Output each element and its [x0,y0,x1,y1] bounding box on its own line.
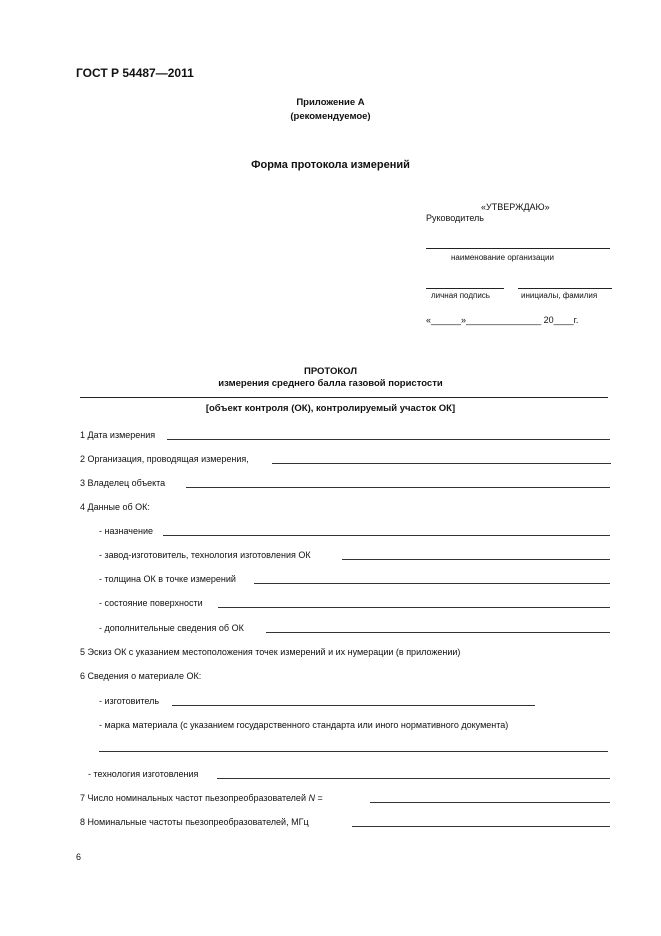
approve-stamp: «УТВЕРЖДАЮ» [481,202,550,212]
appendix-status: (рекомендуемое) [290,111,371,122]
item-6b-field[interactable] [99,751,608,752]
head-label: Руководитель [426,213,484,223]
item-8-field[interactable] [352,826,610,827]
signature-caption: личная подпись [431,291,490,300]
item-4d-label: - состояние поверхности [99,598,203,608]
item-6c-label: - технология изготовления [88,769,199,779]
item-4e-field[interactable] [266,632,610,633]
item-6a-label: - изготовитель [99,696,160,706]
item-7-equals: = [314,793,323,803]
item-5-label: 5 Эскиз ОК с указанием местоположения точек измерений и их нумерации (в приложении) [80,647,461,657]
item-1-label: 1 Дата измерения [80,430,156,440]
form-title: Форма протокола измерений [251,159,410,171]
item-4e-label: - дополнительные сведения об ОК [99,623,244,633]
item-4a-label: - назначение [99,526,153,536]
item-3-label: 3 Владелец объекта [80,478,166,488]
item-6a-field[interactable] [172,705,535,706]
page-number: 6 [76,852,82,862]
item-6c-field[interactable] [217,778,610,779]
appendix-title: Приложение А [296,97,365,108]
item-1-field[interactable] [167,439,610,440]
item-6-label: 6 Сведения о материале ОК: [80,671,202,681]
item-4b-label: - завод-изготовитель, технология изготовления ОК [99,550,311,560]
item-2-label: 2 Организация, проводящая измерения, [80,454,249,464]
org-line [426,248,610,249]
item-7-symbol: N [308,793,315,803]
item-7-label [80,793,323,803]
item-4d-field[interactable] [218,607,610,608]
item-3-field[interactable] [186,487,610,488]
item-4b-field[interactable] [342,559,610,560]
org-caption: наименование организации [451,253,554,262]
item-7-field[interactable] [370,802,610,803]
item-4c-label: - толщина ОК в точке измерений [99,574,236,584]
item-8-label: 8 Номинальные частоты пьезопреобразователей, МГц [80,817,309,827]
protocol-title: ПРОТОКОЛ [303,366,357,377]
item-4c-field[interactable] [254,583,610,584]
document-code: ГОСТ Р 54487—2011 [76,66,194,80]
initials-line [518,288,612,289]
signature-line [426,288,504,289]
initials-caption: инициалы, фамилия [521,291,598,300]
item-7-text: 7 Число номинальных частот пьезопреобразователей [80,793,309,803]
approval-date: «______»_______________ 20____г. [426,315,579,325]
protocol-subtitle: измерения среднего балла газовой пористости [218,378,443,389]
item-4-label: 4 Данные об ОК: [80,502,150,512]
item-6b-label: - марка материала (с указанием государственного стандарта или иного нормативного документа) [99,720,509,730]
item-4a-field[interactable] [163,535,610,536]
object-caption: [объект контроля (ОК), контролируемый участок ОК] [205,403,456,414]
object-line [80,397,608,398]
item-2-field[interactable] [272,463,611,464]
